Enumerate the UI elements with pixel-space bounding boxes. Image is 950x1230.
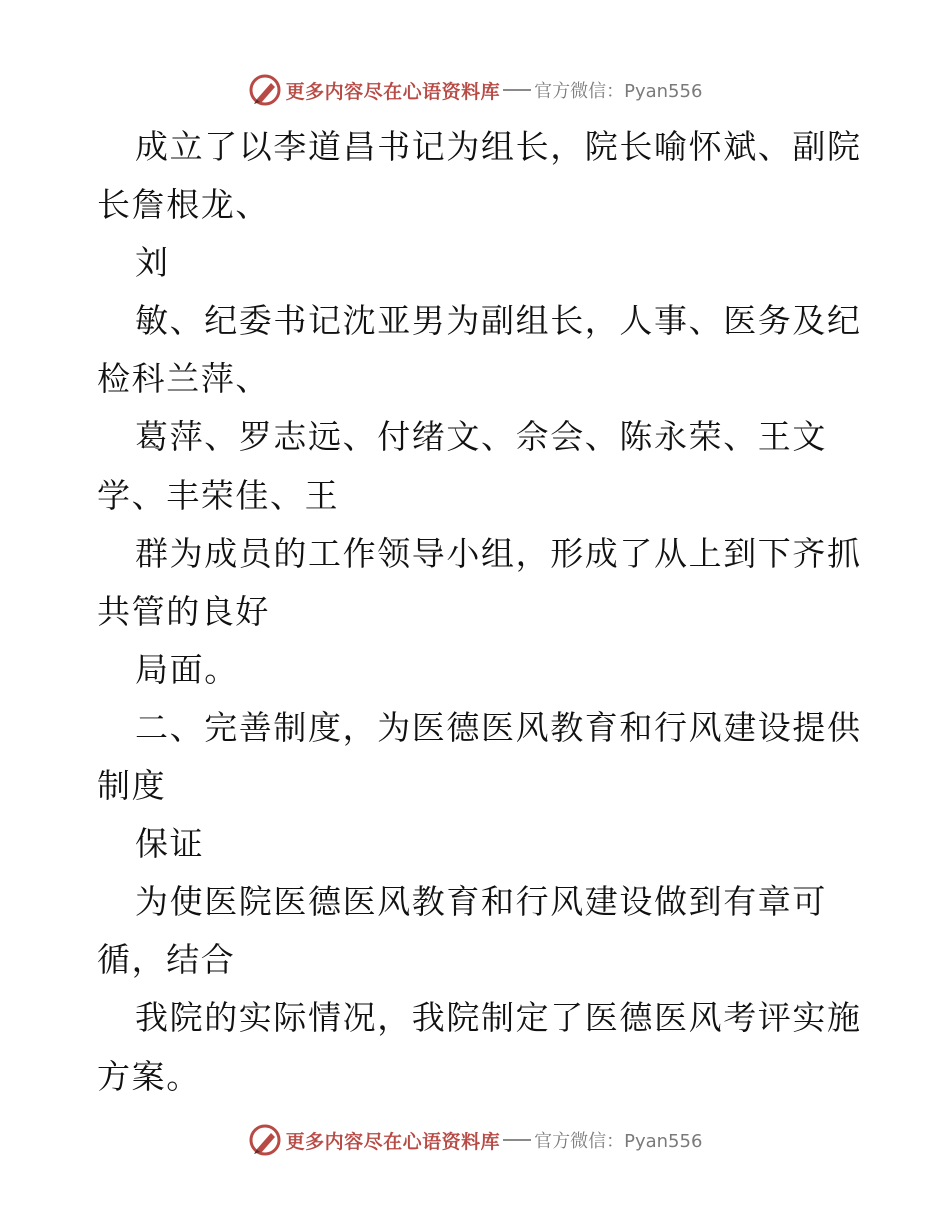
pen-logo-icon xyxy=(248,73,282,107)
header-contact-text: 官方微信：Pyan556 xyxy=(534,81,703,102)
text-line: 成立了以李道昌书记为组长，院长喻怀斌、副院 xyxy=(135,127,862,166)
text-line: 长詹根龙、 xyxy=(97,185,270,225)
text-line: 敏、纪委书记沈亚男为副组长，人事、医务及纪 xyxy=(135,301,862,341)
text-line: 局面。 xyxy=(135,649,239,689)
text-line: 群为成员的工作领导小组，形成了从上到下齐抓 xyxy=(135,533,862,573)
footer-brand-text: 更多内容尽在心语资料库 xyxy=(285,1130,501,1153)
text-line: 制度 xyxy=(97,766,167,806)
footer-dash xyxy=(503,1139,531,1141)
text-line: 方案。 xyxy=(97,1056,201,1096)
document-body xyxy=(97,118,862,1106)
text-line: 保证 xyxy=(135,824,205,864)
text-line: 葛萍、罗志远、付绪文、佘会、陈永荣、王文 xyxy=(135,417,827,457)
text-line: 学、丰荣佳、王 xyxy=(97,475,340,515)
header-brand-text: 更多内容尽在心语资料库 xyxy=(285,80,501,103)
header-banner xyxy=(0,70,950,110)
text-line: 我院的实际情况，我院制定了医德医风考评实施 xyxy=(135,998,862,1038)
text-line: 循，结合 xyxy=(97,940,236,980)
footer-contact-text: 官方微信：Pyan556 xyxy=(534,1131,703,1152)
header-dash xyxy=(503,89,531,91)
footer-banner xyxy=(0,1120,950,1160)
text-line: 为使医院医德医风教育和行风建设做到有章可 xyxy=(135,882,827,922)
text-line: 检科兰萍、 xyxy=(97,359,270,399)
text-line: 二、完善制度，为医德医风教育和行风建设提供 xyxy=(135,707,862,747)
text-line: 刘 xyxy=(135,243,170,283)
text-line: 共管的良好 xyxy=(97,591,270,631)
pen-logo-icon xyxy=(248,1123,282,1157)
